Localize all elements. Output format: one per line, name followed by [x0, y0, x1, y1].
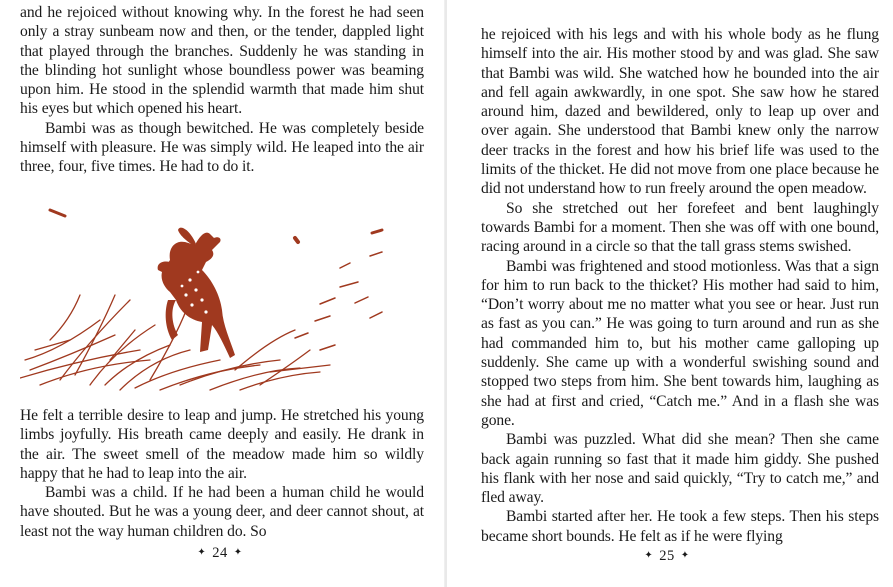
fawn-illustration: [20, 200, 424, 400]
paragraph: Bambi was as though bewitched. He was completely beside himself with pleasure. He was simply wild. He leaped into the air three, four, five times. He had to do it.: [20, 119, 424, 176]
left-text-bottom: [20, 406, 424, 541]
left-text-top: [20, 3, 424, 177]
ornament-icon: ✦: [644, 550, 654, 561]
paragraph: he rejoiced with his legs and with his whole body as he flung himself into the air. His mother stood by and was glad. She saw that Bambi was wild. She watched how he bounded into the air and fell again awkwardly, in one spot. She saw how he stared around him, dazed and bewildered, only to leap up over and over again. She understood that Bambi knew only the narrow deer tracks in the forest and how his brief life was used to the limits of the thicket. He did not move from one place because he did not understand how to run freely around the open meadow.: [481, 26, 879, 198]
ornament-icon: ✦: [680, 550, 690, 561]
right-text: [481, 25, 879, 546]
paragraph: and he rejoiced without knowing why. In the forest he had seen only a stray sunbeam now and then, or the tender, dappled light that played through the branches. Suddenly he was standing in the blinding hot sunlight whose boundless power was beaming upon him. He stood in the splendid warmth that made him shut his eyes but which opened his heart.: [20, 4, 424, 118]
left-page: [0, 0, 446, 587]
paragraph: Bambi was puzzled. What did she mean? Then she came back again running so fast that it made him giddy. She pushed his flank with her nose and said quickly, “Try to catch me,” and fled away.: [481, 431, 879, 507]
paragraph: Bambi started after her. He took a few steps. Then his steps became short bounds. He felt as if he were flying: [481, 508, 879, 545]
paragraph: Bambi was frightened and stood motionless. Was that a sign for him to run back to the thicket? His mother had said to him, “Don’t worry about me no matter what you see or hear. Just run as fast as you can.” He was going to turn around and run as she had commanded him to, but his mother came galloping up suddenly. She came up with a wonderful swishing sound and stopped two steps from him. She bent towards him, laughing as she had at first and cried, “Catch me.” And in a flash she was gone.: [481, 257, 879, 429]
page-number-text: 25: [659, 548, 675, 564]
page-number-text: 24: [212, 545, 228, 561]
right-page: [447, 0, 893, 587]
paragraph: So she stretched out her forefeet and bent laughingly towards Bambi for a moment. Then she was off with one bound, racing around in a circle so that the tall grass stems swished.: [481, 199, 879, 256]
ornament-icon: ✦: [197, 547, 207, 558]
page-number: [180, 545, 260, 562]
paragraph: He felt a terrible desire to leap and jump. He stretched his young limbs joyfully. His breath came deeply and easily. He drank in the air. The sweet smell of the meadow made him so wildly happy that he had to leap into the air.: [20, 407, 424, 482]
paragraph: Bambi was a child. If he had been a human child he would have shouted. But he was a young deer, and deer cannot shout, at least not the way human children do. So: [20, 484, 424, 540]
ornament-icon: ✦: [233, 547, 243, 558]
page-number: [627, 548, 707, 565]
